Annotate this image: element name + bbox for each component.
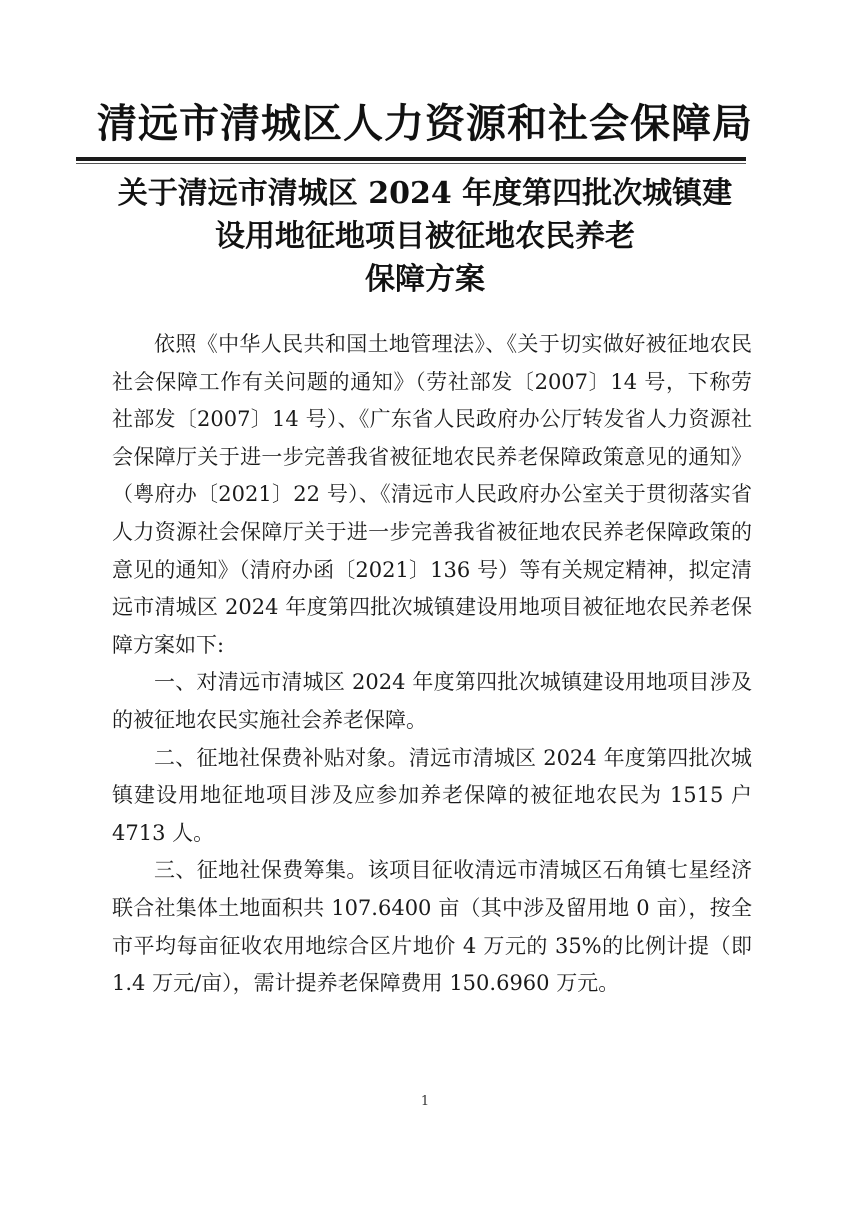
header-divider-thick [76, 157, 746, 161]
paragraph-item-3: 三、征地社保费筹集。该项目征收清远市清城区石角镇七星经济联合社集体土地面积共 107.6400 亩（其中涉及留用地 0 亩），按全市平均每亩征收农用地综合区片地价 4 万元的 35%的比例计提（即 1.4 万元/亩），需计提养老保障费用 150.6960 万元。 [112, 858, 752, 996]
header-divider-thin [76, 163, 746, 164]
paragraph-item-1: 一、对清远市清城区 2024 年度第四批次城镇建设用地项目涉及的被征地农民实施社会养老保障。 [112, 670, 752, 732]
paragraph-item-2: 二、征地社保费补贴对象。清远市清城区 2024 年度第四批次城镇建设用地征地项目涉及应参加养老保障的被征地农民为 1515 户 4713 人。 [112, 745, 752, 845]
agency-header-title: 清远市清城区人力资源和社会保障局 [97, 101, 753, 147]
document-title-line-2: 设用地征地项目被征地农民养老 [215, 219, 635, 254]
document-title-line-3: 保障方案 [365, 262, 485, 297]
page-number: 1 [420, 1094, 430, 1109]
paragraph-basis: 依照《中华人民共和国土地管理法》、《关于切实做好被征地农民社会保障工作有关问题的通知》（劳社部发〔2007〕14 号，下称劳社部发〔2007〕14 号）、《广东省人民政府办公厅转发省人力资源社会保障厅关于进一步完善我省被征地农民养老保障政策意见的通知》（粤府办〔2021〕22 号）、《清远市人民政府办公室关于贯彻落实省人力资源社会保障厅关于进一步完善我省被征地农民养老保障政策的意见的通知》（清府办函〔2021〕136 号）等有关规定精神，拟定清远市清城区 2024 年度第四批次城镇建设用地项目被征地农民养老保障方案如下: [112, 332, 752, 657]
document-title [0, 172, 850, 301]
document-title-line-1: 关于清远市清城区 2024 年度第四批次城镇建 [117, 176, 733, 211]
document-body [112, 326, 752, 1003]
